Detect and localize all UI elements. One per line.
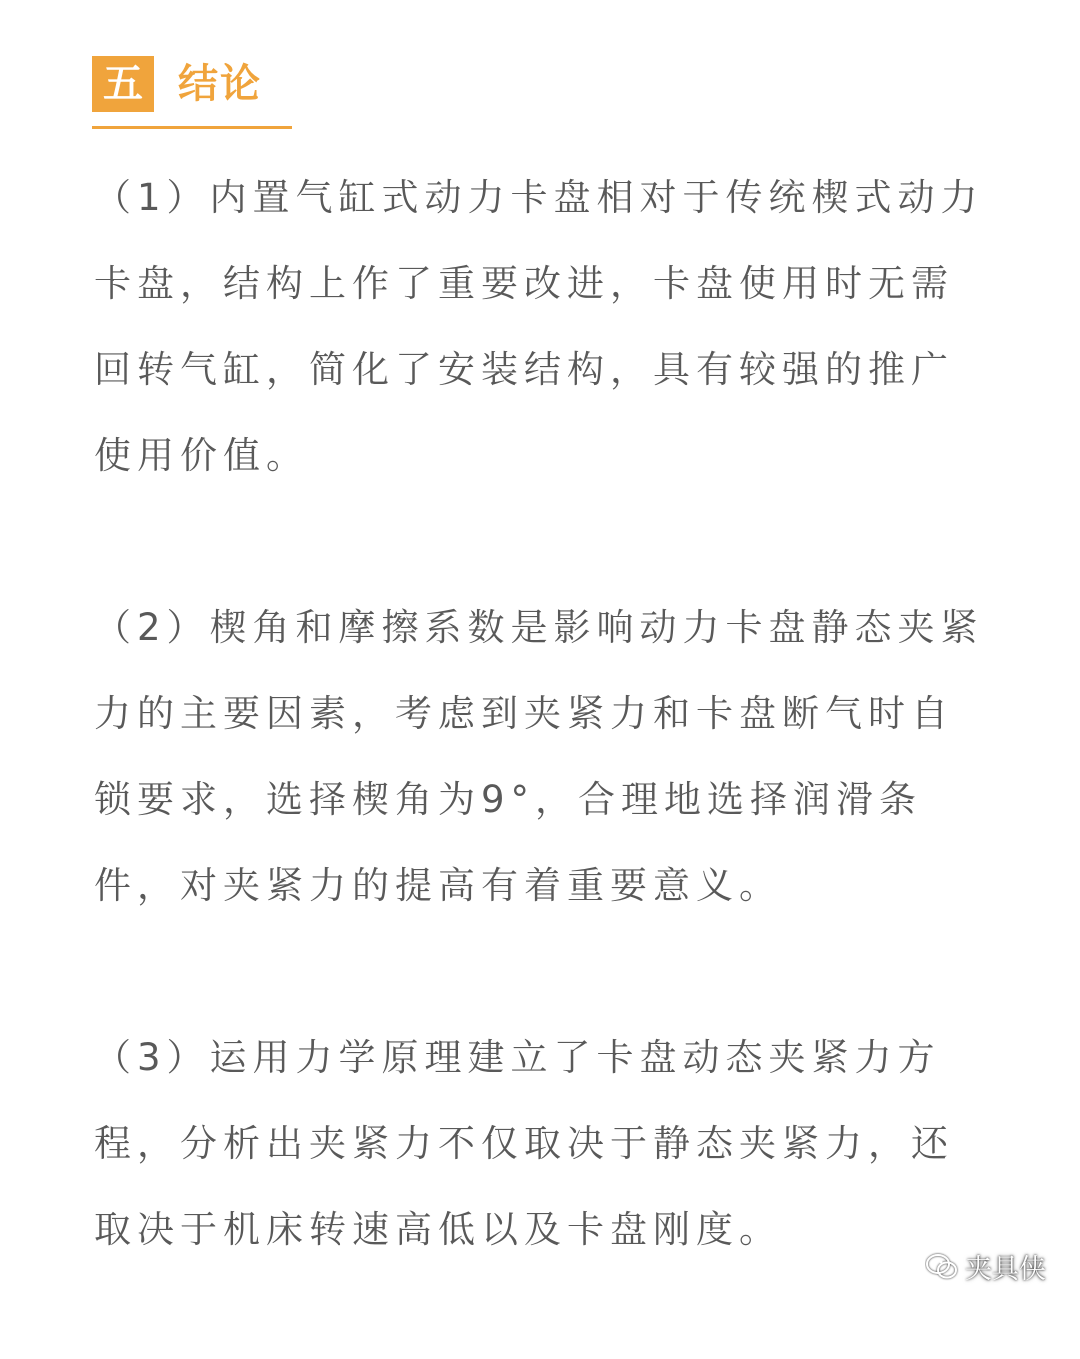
section-title: 结论: [178, 61, 262, 107]
conclusion-paragraph-3: （3）运用力学原理建立了卡盘动态夹紧力方程，分析出夹紧力不仅取决于静态夹紧力，还取决于机床转速高低以及卡盘刚度。: [94, 1036, 954, 1251]
conclusion-paragraph-2: （2）楔角和摩擦系数是影响动力卡盘静态夹紧力的主要因素，考虑到夹紧力和卡盘断气时自锁要求，选择楔角为9°，合理地选择润滑条件，对夹紧力的提高有着重要意义。: [94, 606, 984, 907]
section-header: [92, 56, 292, 130]
watermark: [925, 1247, 1046, 1286]
conclusion-content: [94, 155, 994, 1359]
wechat-icon: [925, 1252, 959, 1282]
section-underline: [92, 126, 292, 129]
section-number-badge: 五: [92, 56, 154, 112]
conclusion-paragraph-1: （1）内置气缸式动力卡盘相对于传统楔式动力卡盘，结构上作了重要改进，卡盘使用时无需回转气缸，简化了安装结构，具有较强的推广使用价值。: [94, 176, 984, 477]
watermark-text: 夹具侠: [965, 1254, 1046, 1285]
